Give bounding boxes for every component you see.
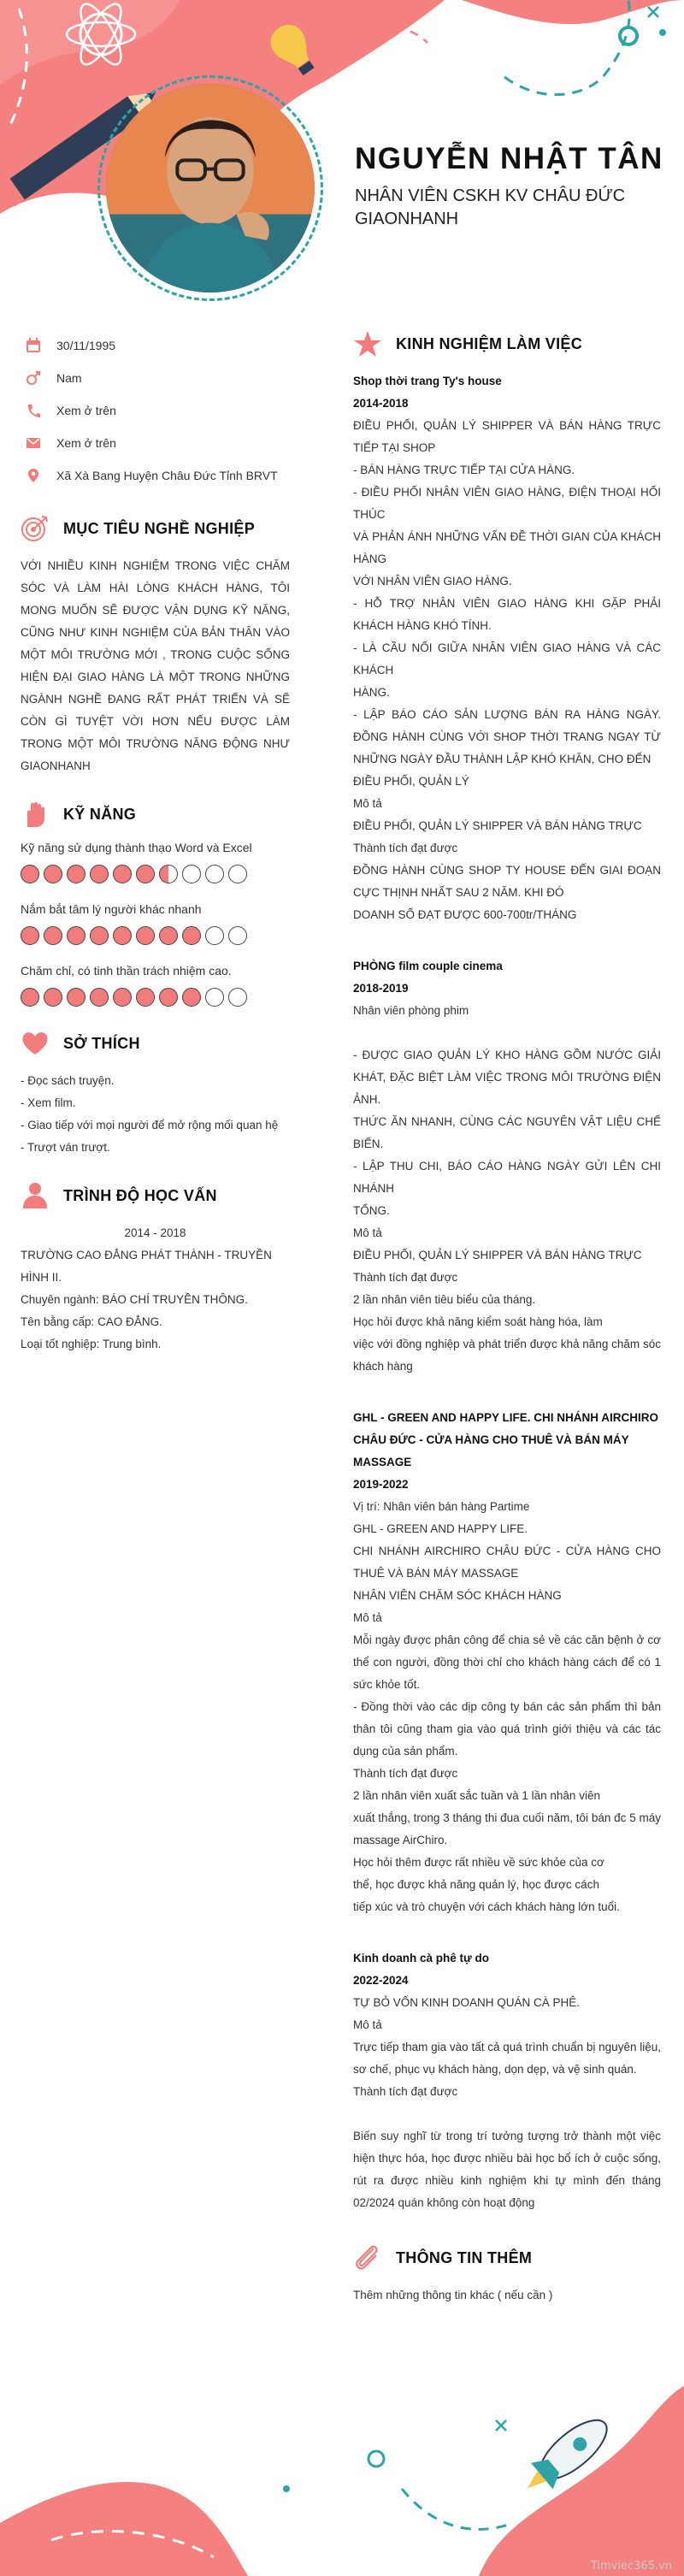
hobby-item: - Đọc sách truyện. — [21, 1074, 115, 1087]
user-icon — [21, 1181, 50, 1210]
job-line: Thành tích đạt được — [353, 1767, 458, 1780]
job-entry — [353, 370, 661, 926]
skill-dot — [21, 988, 39, 1007]
skill-dot — [159, 865, 178, 883]
section-title: THÔNG TIN THÊM — [396, 2248, 533, 2266]
skill-dot — [113, 988, 132, 1007]
skill-dot — [67, 926, 86, 945]
job-company: Shop thời trang Ty's house — [353, 375, 502, 387]
skill-dot — [159, 926, 178, 945]
job-line: Thành tích đạt được — [353, 1271, 458, 1284]
job-line: - LÀ CẦU NỐI GIỮA NHÂN VIÊN GIAO HÀNG VÀ CÁC KHÁCH — [353, 641, 661, 676]
education-period: 2014 - 2018 — [124, 1226, 186, 1239]
paperclip-icon — [353, 2243, 382, 2272]
skill-label: Nắm bắt tâm lý người khác nhanh — [21, 902, 202, 916]
job-line: ĐIỀU PHỐI, QUẢN LÝ SHIPPER VÀ BÁN HÀNG TRỰC — [353, 1249, 642, 1261]
job-line: CHI NHÁNH AIRCHIRO CHÂU ĐỨC - CỬA HÀNG CHO THUÊ VÀ BÁN MÁY MASSAGE — [353, 1545, 661, 1580]
job-entry — [353, 1947, 661, 2214]
job-line: TỔNG. — [353, 1204, 390, 1217]
education-grade: Loại tốt nghiệp: Trung bình. — [21, 1338, 162, 1350]
target-icon — [21, 514, 50, 543]
education-details — [21, 1222, 290, 1356]
gender-icon — [26, 370, 41, 386]
skill-dot — [113, 865, 132, 883]
job-line: ĐỒNG HÀNH CÙNG SHOP TY HOUSE ĐẾN GIAI ĐOẠN CỰC THỊNH NHẤT SAU 2 NĂM. KHI ĐÓ — [353, 864, 661, 899]
education-school: TRƯỜNG CAO ĐẲNG PHÁT THÀNH - TRUYỀN HÌNH II. — [21, 1249, 272, 1284]
job-line — [353, 1022, 661, 1044]
job-period: 2019-2022 — [353, 1478, 409, 1491]
phone-icon — [26, 403, 41, 418]
skill-dot — [228, 988, 247, 1007]
left-column — [21, 329, 290, 1356]
skill-dot — [21, 865, 39, 883]
candidate-role: NHÂN VIÊN CSKH KV CHÂU ĐỨC GIAONHANH — [355, 186, 626, 228]
skill-dot — [205, 988, 224, 1007]
skill-dot — [205, 865, 224, 883]
avatar-photo — [106, 84, 315, 292]
objective-text: VỚI NHIỀU KINH NGHIỆM TRONG VIỆC CHĂM SÓC VÀ LÀM HÀI LÒNG KHÁCH HÀNG, TÔI MONG MUỐN SẼ ĐƯỢC VẬN DỤNG KỸ NĂNG, CŨNG NHƯ KINH NGHIỆM CỦA BẢN THÂN VÀO MỘT MÔI TRƯỜNG MỚI , TRONG CUỘC SỐNG HIỆN ĐẠI GIAO HÀNG LÀ MỘT TRONG NHỮNG NGÀNH NGHỀ ĐANG RẤT PHÁT TRIỂN VÀ SẼ CÒN GÌ TUYỆT VỜI HƠN NẾU ĐƯỢC LÀM TRONG MỘT MÔI TRƯỜNG NĂNG ĐỘNG NHƯ GIAONHANH — [21, 559, 290, 772]
section-title: SỞ THÍCH — [63, 1034, 140, 1052]
contact-list — [21, 329, 290, 492]
skills-list — [21, 841, 290, 1007]
hobby-item: - Giao tiếp với mọi người để mở rộng mối quan hệ — [21, 1119, 279, 1131]
skill-dot — [205, 926, 224, 945]
skill-dot — [136, 988, 155, 1007]
skill-rating — [21, 988, 290, 1007]
skill-label: Chăm chỉ, có tinh thần trách nhiệm cao. — [21, 964, 232, 978]
job-line: Vị trí: Nhân viên bán hàng Partime — [353, 1500, 530, 1513]
job-line: Học hỏi được khả năng kiểm soát hàng hóa, làm — [353, 1315, 603, 1328]
education-degree: Tên bằng cấp: CAO ĐẲNG. — [21, 1315, 162, 1328]
extra-heading — [353, 2243, 661, 2272]
right-column — [353, 329, 661, 2307]
skill-dot — [44, 865, 62, 883]
job-period: 2014-2018 — [353, 397, 409, 410]
section-title: MỤC TIÊU NGHỀ NGHIỆP — [63, 519, 256, 537]
skill-rating — [21, 926, 290, 945]
job-company: Kinh doanh cà phê tự do — [353, 1952, 490, 1964]
job-line: ĐIỀU PHỐI, QUẢN LÝ SHIPPER VÀ BÁN HÀNG TRỰC — [353, 819, 642, 832]
hobby-item: - Xem film. — [21, 1096, 76, 1109]
skill-dot — [44, 988, 62, 1007]
skill-label: Kỹ năng sử dụng thành thạo Word và Excel — [21, 841, 252, 854]
job-line: Mô tả — [353, 797, 382, 810]
job-line: - LẬP BÁO CÁO SẢN LƯỢNG BÁN RA HÀNG NGÀY. ĐỒNG HÀNH CÙNG VỚI SHOP THỜI TRANG NGAY TỪ NHỮNG NGÀY ĐẦU THÀNH LẬP KHÓ KHĂN, CHO ĐẾN — [353, 708, 661, 765]
contact-phone — [21, 394, 290, 427]
job-line: việc với đồng nghiệp và phát triển được khả năng chăm sóc khách hàng — [353, 1338, 661, 1373]
section-title: KỸ NĂNG — [63, 805, 137, 823]
job-line: tiếp xúc và trò chuyện với cách khách hàng lớn tuổi. — [353, 1900, 620, 1913]
job-line: 2 lần nhân viên xuất sắc tuần và 1 lần nhân viên — [353, 1789, 600, 1802]
job-line: Mô tả — [353, 1226, 382, 1239]
skill-dot — [136, 865, 155, 883]
job-line: DOANH SỐ ĐẠT ĐƯỢC 600-700tr/THÁNG — [353, 908, 577, 921]
job-line: ĐIỀU PHỐI, QUẢN LÝ — [353, 775, 469, 788]
job-line: Nhân viên phòng phim — [353, 1004, 469, 1017]
job-line: - LẬP THU CHI, BÁO CÁO HÀNG NGÀY GỬI LÊN CHI NHÁNH — [353, 1160, 661, 1195]
contact-text: Xem ở trên — [56, 436, 116, 450]
skill-dot — [90, 865, 109, 883]
job-line: VÀ PHẢN ÁNH NHỮNG VẤN ĐỀ THỜI GIAN CỦA KHÁCH HÀNG — [353, 530, 661, 565]
contact-text: Nam — [56, 371, 82, 385]
skill-dot — [67, 865, 86, 883]
skill-dot — [90, 926, 109, 945]
job-line: Biến suy nghĩ từ trong trí tưởng tượng trở thành một việc hiện thực hóa, học được nhiều bài học bổ ích ở cuộc sống, rút ra được nhiều kinh nghiệm khi tự mình đến tháng 02/2024 quán không còn hoạt động — [353, 2130, 661, 2209]
job-line: - HỖ TRỢ NHÂN VIÊN GIAO HÀNG KHI GẶP PHẢI KHÁCH HÀNG KHÓ TÍNH. — [353, 597, 661, 632]
job-line: TỰ BỎ VỐN KINH DOANH QUÁN CÀ PHÊ. — [353, 1996, 581, 2009]
job-line: THỨC ĂN NHANH, CÙNG CÁC NGUYÊN VẬT LIỆU CHẾ BIẾN. — [353, 1115, 661, 1150]
location-icon — [26, 468, 41, 483]
job-line: 2 lần nhân viên tiêu biểu của tháng. — [353, 1293, 536, 1306]
job-line: GHL - GREEN AND HAPPY LIFE. — [353, 1522, 528, 1535]
job-line: Thành tích đạt được — [353, 842, 458, 854]
skill-dot — [228, 926, 247, 945]
contact-gender — [21, 362, 290, 394]
job-line: HÀNG. — [353, 686, 390, 699]
job-period: 2018-2019 — [353, 982, 409, 995]
job-line: Học hỏi thêm được rất nhiều về sức khỏe của cơ — [353, 1856, 604, 1869]
skill-dot — [21, 926, 39, 945]
job-line: - BÁN HÀNG TRỰC TIẾP TẠI CỬA HÀNG. — [353, 464, 575, 476]
skills-heading — [21, 800, 290, 829]
job-line: Mô tả — [353, 1611, 382, 1624]
skill-rating — [21, 865, 290, 883]
candidate-name: NGUYỄN NHẬT TÂN — [355, 142, 663, 175]
job-entry — [353, 955, 661, 1378]
skill-dot — [182, 988, 201, 1007]
hobby-item: - Trượt ván trượt. — [21, 1141, 110, 1154]
skill-dot — [182, 926, 201, 945]
watermark: Timviec365.vn — [590, 2560, 672, 2573]
job-entry — [353, 1407, 661, 1918]
job-company: PHÒNG film couple cinema — [353, 960, 503, 972]
job-line: - ĐIỀU PHỐI NHÂN VIÊN GIAO HÀNG, ĐIỆN THOẠI HỐI THÚC — [353, 486, 661, 521]
job-line: Trực tiếp tham gia vào tất cả quá trình chuẩn bị nguyên liệu, sơ chế, phục vụ khách hàng, dọn dẹp, và vệ sinh quán. — [353, 2041, 661, 2076]
job-line: Mỗi ngày được phân công để chia sẻ về các căn bệnh ở cơ thể con người, đồng thời chỉ cho khách hàng cách để có 1 sức khỏe tốt. — [353, 1634, 661, 1691]
skill-dot — [228, 865, 247, 883]
contact-address — [21, 459, 290, 492]
extra-text: Thêm những thông tin khác ( nếu cần ) — [353, 2289, 553, 2301]
job-line: xuất thắng, trong 3 tháng thi đua cuối năm, tôi bán đc 5 máy massage AirChiro. — [353, 1811, 661, 1846]
section-title: KINH NGHIỆM LÀM VIỆC — [396, 334, 583, 352]
job-line: ĐIỀU PHỐI, QUẢN LÝ SHIPPER VÀ BÁN HÀNG TRỰC TIẾP TẠI SHOP — [353, 419, 661, 454]
contact-birthday — [21, 329, 290, 362]
job-line: thể, học được khả năng quản lý, học được cách — [353, 1878, 599, 1891]
calendar-icon — [26, 338, 41, 353]
job-line — [353, 2103, 661, 2125]
education-major: Chuyên ngành: BÁO CHÍ TRUYỀN THÔNG. — [21, 1293, 248, 1306]
job-period: 2022-2024 — [353, 1974, 409, 1987]
experience-list — [353, 370, 661, 2214]
experience-heading — [353, 329, 661, 358]
avatar — [106, 84, 315, 292]
contact-text: Xem ở trên — [56, 404, 116, 417]
heart-icon — [21, 1029, 50, 1058]
footer-decoration — [0, 2360, 684, 2576]
job-line: - Đồng thời vào các dịp công ty bán các sản phẩm thì bản thân tôi cũng tham gia vào quá trình giới thiệu và các tác dụng của sản phẩm. — [353, 1700, 661, 1758]
section-title: TRÌNH ĐỘ HỌC VẤN — [63, 1186, 217, 1204]
skill-dot — [44, 926, 62, 945]
hand-icon — [21, 800, 50, 829]
hobbies-heading — [21, 1029, 290, 1058]
job-line: Mô tả — [353, 2018, 382, 2031]
contact-email — [21, 427, 290, 459]
skill-dot — [136, 926, 155, 945]
education-heading — [21, 1181, 290, 1210]
job-line: NHÂN VIÊN CHĂM SÓC KHÁCH HÀNG — [353, 1589, 562, 1602]
skill-dot — [182, 865, 201, 883]
job-line: VỚI NHÂN VIÊN GIAO HÀNG. — [353, 575, 512, 588]
skill-dot — [90, 988, 109, 1007]
job-company: GHL - GREEN AND HAPPY LIFE. CHI NHÁNH AIRCHIRO CHÂU ĐỨC - CỬA HÀNG CHO THUÊ VÀ BÁN MÁY MASSAGE — [353, 1411, 659, 1468]
avatar-frame — [97, 75, 323, 301]
skill-dot — [113, 926, 132, 945]
job-line: Thành tích đạt được — [353, 2085, 458, 2098]
skill-dot — [67, 988, 86, 1007]
email-icon — [26, 435, 41, 451]
hobbies-list — [21, 1070, 290, 1159]
skill-dot — [159, 988, 178, 1007]
contact-text: Xã Xà Bang Huyện Châu Đức Tỉnh BRVT — [56, 469, 278, 482]
job-line: - ĐƯỢC GIAO QUẢN LÝ KHO HÀNG GỒM NƯỚC GIẢI KHÁT, ĐẶC BIỆT LÀM VIỆC TRONG MÔI TRƯỜNG ĐIỆN ẢNH. — [353, 1049, 661, 1106]
objective-heading — [21, 514, 290, 543]
contact-text: 30/11/1995 — [56, 339, 116, 352]
star-icon — [353, 329, 382, 358]
